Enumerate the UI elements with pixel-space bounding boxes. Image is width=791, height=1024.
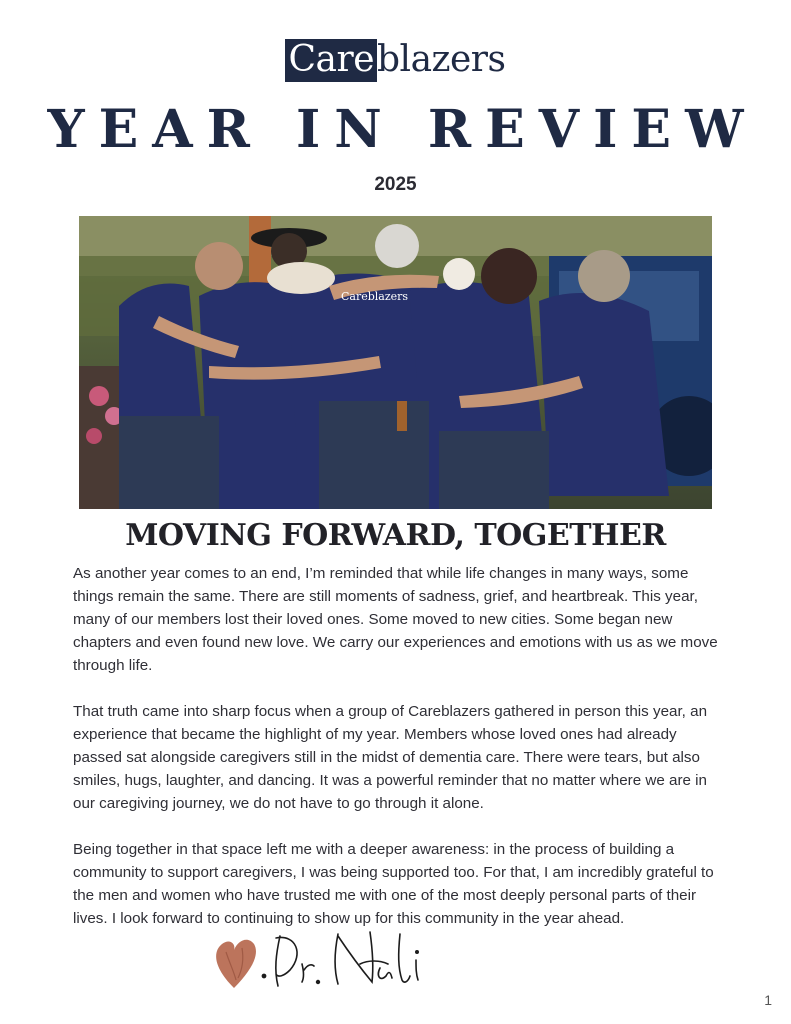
logo-care: Care [285,39,377,82]
page-number: 1 [764,992,772,1008]
article-headline: MOVING FORWARD, TOGETHER [125,518,666,553]
signature-block [212,924,432,994]
logo-blazers: blazers [377,39,506,80]
careblazers-logo [0,38,791,82]
article-body [73,562,723,953]
page-title: YEAR IN REVIEW [47,99,758,160]
signature-dr-natali [262,932,418,986]
paragraph-2: That truth came into sharp focus when a group of Careblazers gathered in person this year, an experience that became the highlight of my year. Members whose loved ones had already passed sat alongside caregivers still in the midst of dementia care. There were tears, but also smiles, hugs, laughter, and dancing. It was a powerful reminder that no matter where we are in our caregiving journey, we do not have to go through it alone. [73,703,708,812]
group-hug-photo [79,216,712,509]
paragraph-1: As another year comes to an end, I’m reminded that while life changes in many ways, some things remain the same. There are still moments of sadness, grief, and heartbreak. This year, many of our members lost their loved ones. Some moved to new cities. Some began new chapters and even found new love. We carry our experiences and emotions with us as we move through life. [73,565,718,674]
heart-icon [216,940,256,988]
shirt-logo: Careblazers [341,290,409,303]
year-label: 2025 [374,174,417,195]
paragraph-3: Being together in that space left me with a deeper awareness: in the process of building a community to support caregivers, I was being supported too. For that, I am incredibly grateful to the men and women who have trusted me with one of the most deeply personal parts of their lives. I look forward to continuing to show up for this community in the year ahead. [73,841,714,927]
